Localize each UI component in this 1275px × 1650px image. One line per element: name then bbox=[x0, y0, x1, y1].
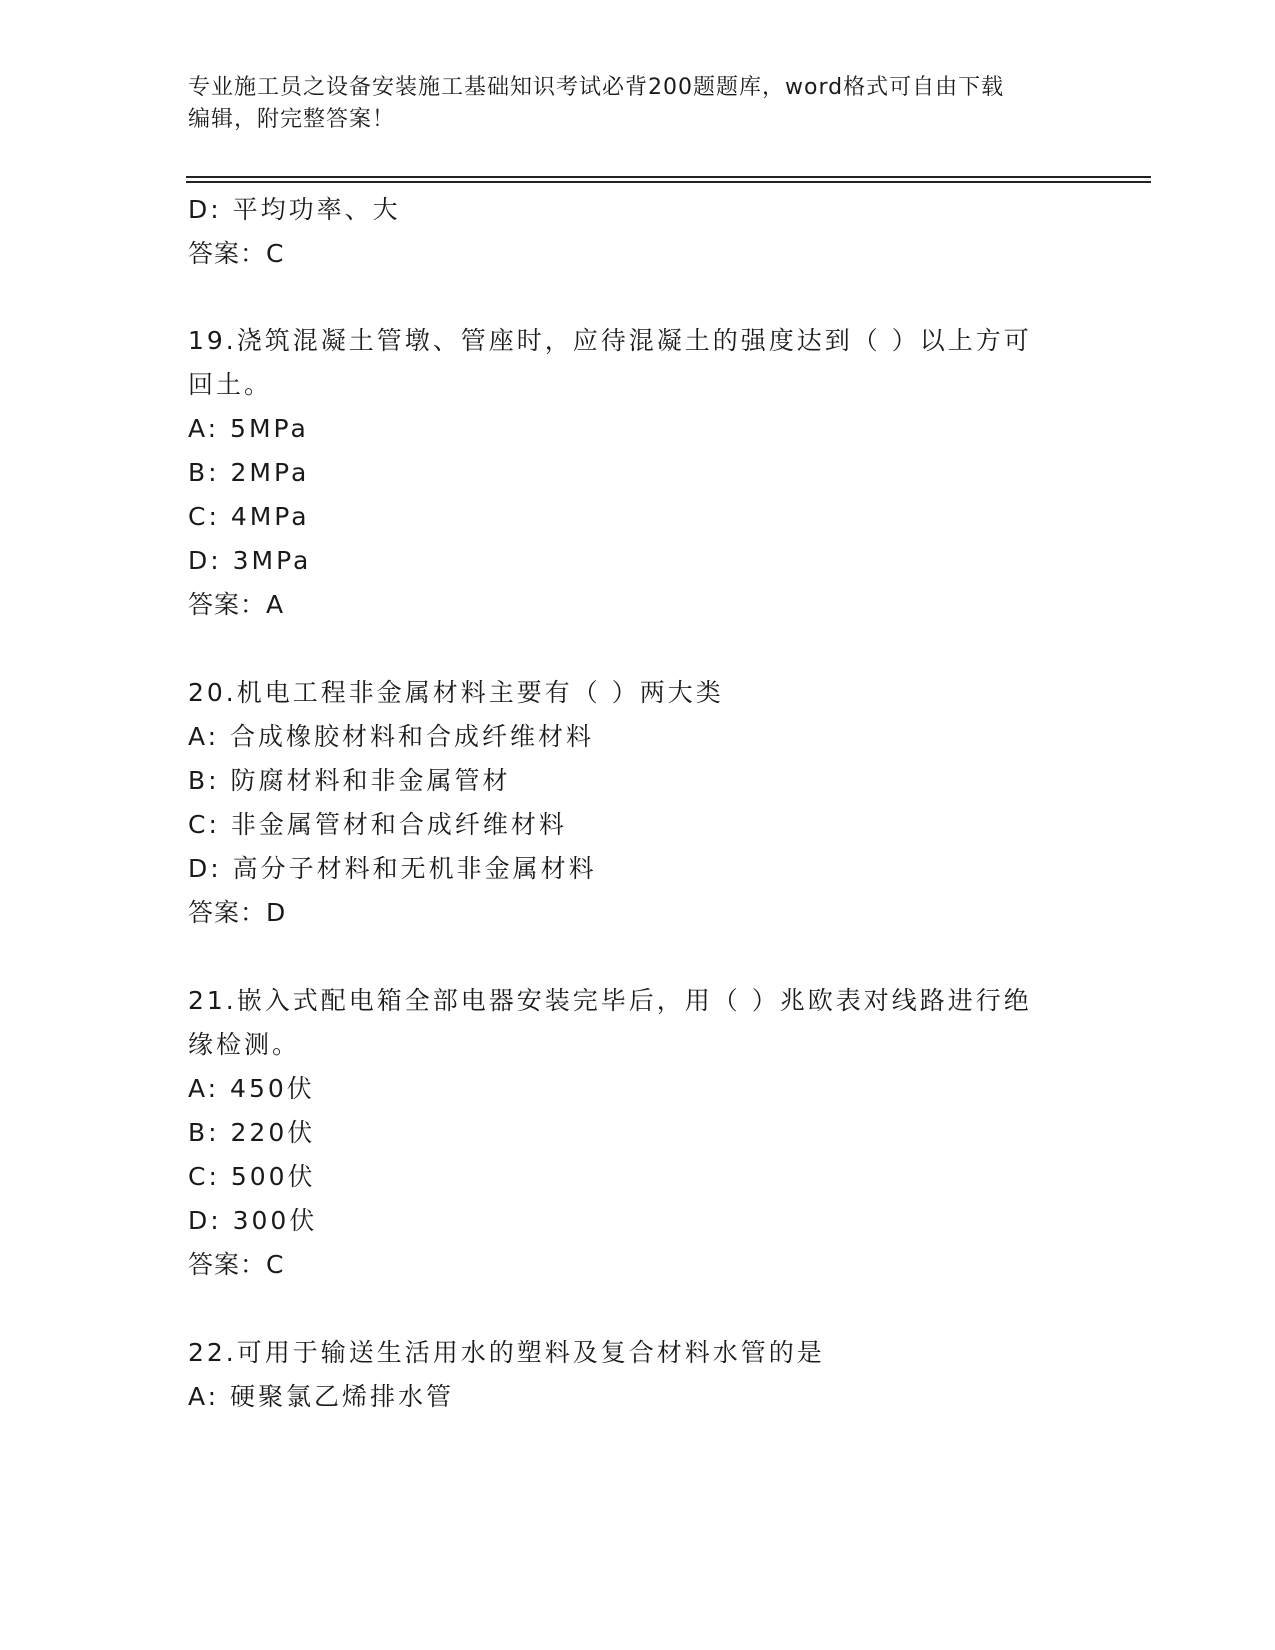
q19-option-a: A: 5MPa bbox=[188, 414, 309, 443]
q19-option-d: D: 3MPa bbox=[188, 546, 312, 575]
page-header bbox=[188, 72, 1088, 136]
header-rule-bottom bbox=[186, 181, 1151, 183]
q19-option-b: B: 2MPa bbox=[188, 458, 310, 487]
q19-option-c: C: 4MPa bbox=[188, 502, 310, 531]
q19-answer: 答案：A bbox=[188, 590, 285, 619]
q20-option-a: A: 合成橡胶材料和合成纤维材料 bbox=[188, 722, 595, 751]
q21-answer: 答案：C bbox=[188, 1250, 285, 1279]
q20-option-b: B: 防腐材料和非金属管材 bbox=[188, 766, 511, 795]
q19-stem-line-2: 回土。 bbox=[188, 370, 273, 399]
q21-stem-line-2: 缘检测。 bbox=[188, 1030, 301, 1059]
q21-option-c: C: 500伏 bbox=[188, 1162, 316, 1191]
q20-stem-line-1: 20.机电工程非金属材料主要有（ ）两大类 bbox=[188, 678, 724, 707]
q22-stem-line-1: 22.可用于输送生活用水的塑料及复合材料水管的是 bbox=[188, 1338, 825, 1367]
header-rule-top bbox=[186, 176, 1151, 178]
q21-option-a: A: 450伏 bbox=[188, 1074, 315, 1103]
q21-stem-line-1: 21.嵌入式配电箱全部电器安装完毕后，用（ ）兆欧表对线路进行绝 bbox=[188, 986, 1032, 1015]
q19-stem-line-1: 19.浇筑混凝土管墩、管座时，应待混凝土的强度达到（ ）以上方可 bbox=[188, 326, 1032, 355]
header-title-line-1: 专业施工员之设备安装施工基础知识考试必背200题题库，word格式可自由下载 bbox=[188, 75, 1005, 100]
q20-option-d: D: 高分子材料和无机非金属材料 bbox=[188, 854, 597, 883]
q21-option-d: D: 300伏 bbox=[188, 1206, 318, 1235]
q20-option-c: C: 非金属管材和合成纤维材料 bbox=[188, 810, 567, 839]
q21-option-b: B: 220伏 bbox=[188, 1118, 316, 1147]
header-title-line-2: 编辑，附完整答案！ bbox=[188, 107, 396, 132]
prev-option-d: D: 平均功率、大 bbox=[188, 195, 401, 224]
q22-option-a: A: 硬聚氯乙烯排水管 bbox=[188, 1382, 455, 1411]
q20-answer: 答案：D bbox=[188, 898, 287, 927]
prev-answer: 答案：C bbox=[188, 239, 285, 268]
